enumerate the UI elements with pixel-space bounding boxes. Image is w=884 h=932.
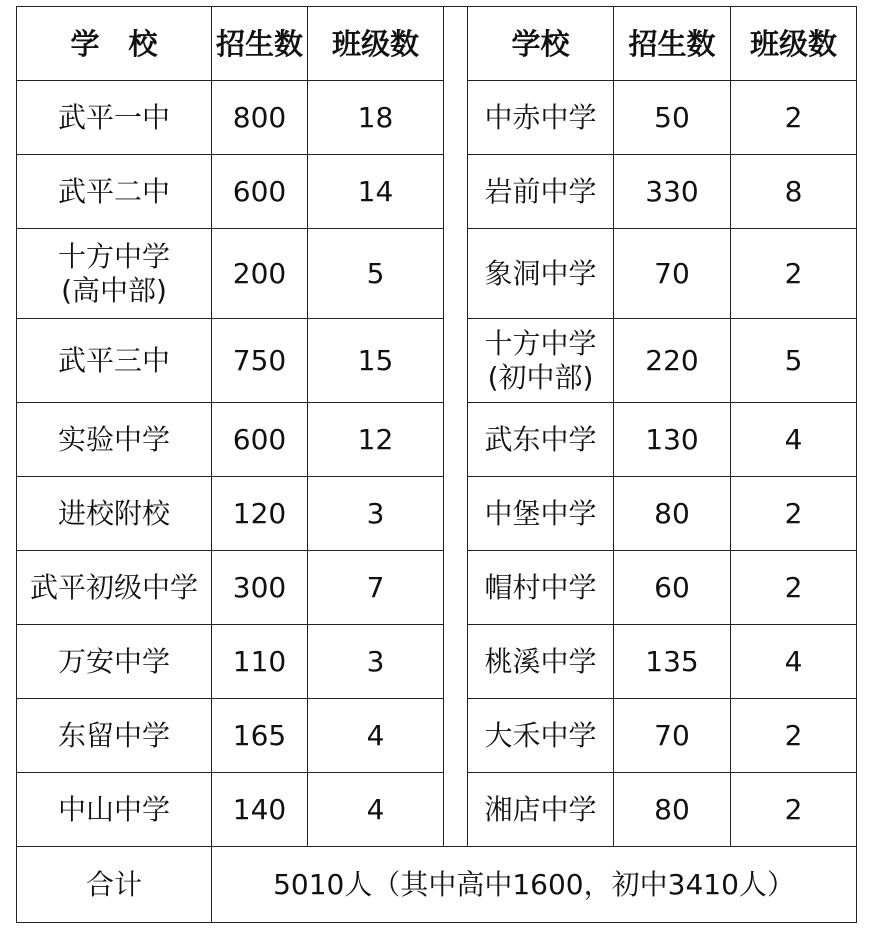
school-name: 中赤中学 <box>484 100 597 134</box>
enrollment-cell: 120 <box>212 477 308 551</box>
enrollment-cell: 330 <box>614 155 731 229</box>
school-name-cell <box>17 229 212 319</box>
enrollment-cell: 600 <box>212 403 308 477</box>
school-name: 武平三中 <box>57 343 170 377</box>
enrollment-cell: 70 <box>614 229 731 319</box>
school-name: 万安中学 <box>57 644 170 678</box>
enrollment-cell: 135 <box>614 625 731 699</box>
class-count-cell: 3 <box>308 625 444 699</box>
school-name-cell <box>468 625 614 699</box>
class-count-cell: 2 <box>731 551 857 625</box>
class-count-cell: 8 <box>731 155 857 229</box>
school-name: 桃溪中学 <box>484 644 597 678</box>
enrollment-cell: 220 <box>614 319 731 403</box>
enrollment-cell: 300 <box>212 551 308 625</box>
class-count-cell: 2 <box>731 773 857 847</box>
table-row <box>17 477 857 551</box>
school-name-cell <box>468 773 614 847</box>
school-name: 武平一中 <box>57 100 170 134</box>
enrollment-cell: 140 <box>212 773 308 847</box>
school-name: 帽村中学 <box>484 570 597 604</box>
class-count-cell: 12 <box>308 403 444 477</box>
enrollment-cell: 50 <box>614 81 731 155</box>
header-row <box>17 7 857 81</box>
enrollment-cell: 130 <box>614 403 731 477</box>
enrollment-cell: 600 <box>212 155 308 229</box>
class-count-cell: 2 <box>731 477 857 551</box>
school-name-cell <box>468 81 614 155</box>
class-count-cell: 7 <box>308 551 444 625</box>
school-name: 中堡中学 <box>484 496 597 530</box>
class-count-cell: 14 <box>308 155 444 229</box>
school-name: 岩前中学 <box>484 174 597 208</box>
enrollment-cell: 80 <box>614 773 731 847</box>
school-name: 武东中学 <box>484 422 597 456</box>
table-row <box>17 81 857 155</box>
class-count-cell: 2 <box>731 699 857 773</box>
enrollment-table <box>16 6 857 923</box>
total-row <box>17 847 857 923</box>
school-name: 象洞中学 <box>484 256 597 290</box>
school-name: 实验中学 <box>57 422 170 456</box>
enrollment-cell: 200 <box>212 229 308 319</box>
school-name: 武平二中 <box>57 174 170 208</box>
table-row <box>17 551 857 625</box>
school-name-cell <box>468 229 614 319</box>
class-count-cell: 3 <box>308 477 444 551</box>
school-name-cell <box>17 155 212 229</box>
class-count-cell: 5 <box>731 319 857 403</box>
enrollment-cell: 800 <box>212 81 308 155</box>
class-count-cell: 15 <box>308 319 444 403</box>
class-count-cell: 4 <box>731 625 857 699</box>
school-name: 进校附校 <box>57 496 170 530</box>
school-name-cell <box>468 155 614 229</box>
school-name-cell <box>17 403 212 477</box>
school-name-cell <box>17 319 212 403</box>
school-name-cell <box>17 773 212 847</box>
school-name-cell <box>468 319 614 403</box>
school-name-cell <box>17 699 212 773</box>
header-school-left: 学 校 <box>17 7 212 81</box>
total-label: 合计 <box>17 847 212 923</box>
class-count-cell: 4 <box>308 699 444 773</box>
school-name: 十方中学 <box>57 239 170 273</box>
column-gap <box>444 7 468 847</box>
enrollment-cell: 750 <box>212 319 308 403</box>
class-count-cell: 5 <box>308 229 444 319</box>
enrollment-cell: 165 <box>212 699 308 773</box>
header-classes-left: 班级数 <box>308 7 444 81</box>
table-row <box>17 319 857 403</box>
school-name-cell <box>17 477 212 551</box>
school-name-cell <box>17 81 212 155</box>
enrollment-cell: 80 <box>614 477 731 551</box>
school-name: 东留中学 <box>57 718 170 752</box>
enrollment-cell: 60 <box>614 551 731 625</box>
school-name: 湘店中学 <box>484 792 597 826</box>
table-row <box>17 773 857 847</box>
header-classes-right: 班级数 <box>731 7 857 81</box>
enrollment-cell: 110 <box>212 625 308 699</box>
school-name-cell <box>17 625 212 699</box>
total-value: 5010人（其中高中1600，初中3410人） <box>212 847 857 923</box>
school-name: 中山中学 <box>57 792 170 826</box>
school-name-cell <box>468 403 614 477</box>
school-name-cell <box>468 551 614 625</box>
class-count-cell: 18 <box>308 81 444 155</box>
header-school-right: 学校 <box>468 7 614 81</box>
school-name-cell <box>17 551 212 625</box>
header-enroll-left: 招生数 <box>212 7 308 81</box>
class-count-cell: 4 <box>308 773 444 847</box>
class-count-cell: 2 <box>731 81 857 155</box>
school-name-cell <box>468 477 614 551</box>
school-name-cell <box>468 699 614 773</box>
school-subtitle: (初中部) <box>487 360 594 394</box>
school-name: 武平初级中学 <box>29 570 198 604</box>
class-count-cell: 4 <box>731 403 857 477</box>
class-count-cell: 2 <box>731 229 857 319</box>
school-subtitle: (高中部) <box>61 273 167 307</box>
table-row <box>17 403 857 477</box>
table-row <box>17 699 857 773</box>
header-enroll-right: 招生数 <box>614 7 731 81</box>
table-row <box>17 155 857 229</box>
table-row <box>17 229 857 319</box>
enrollment-cell: 70 <box>614 699 731 773</box>
school-name: 十方中学 <box>484 326 597 360</box>
table-row <box>17 625 857 699</box>
school-name: 大禾中学 <box>484 718 597 752</box>
